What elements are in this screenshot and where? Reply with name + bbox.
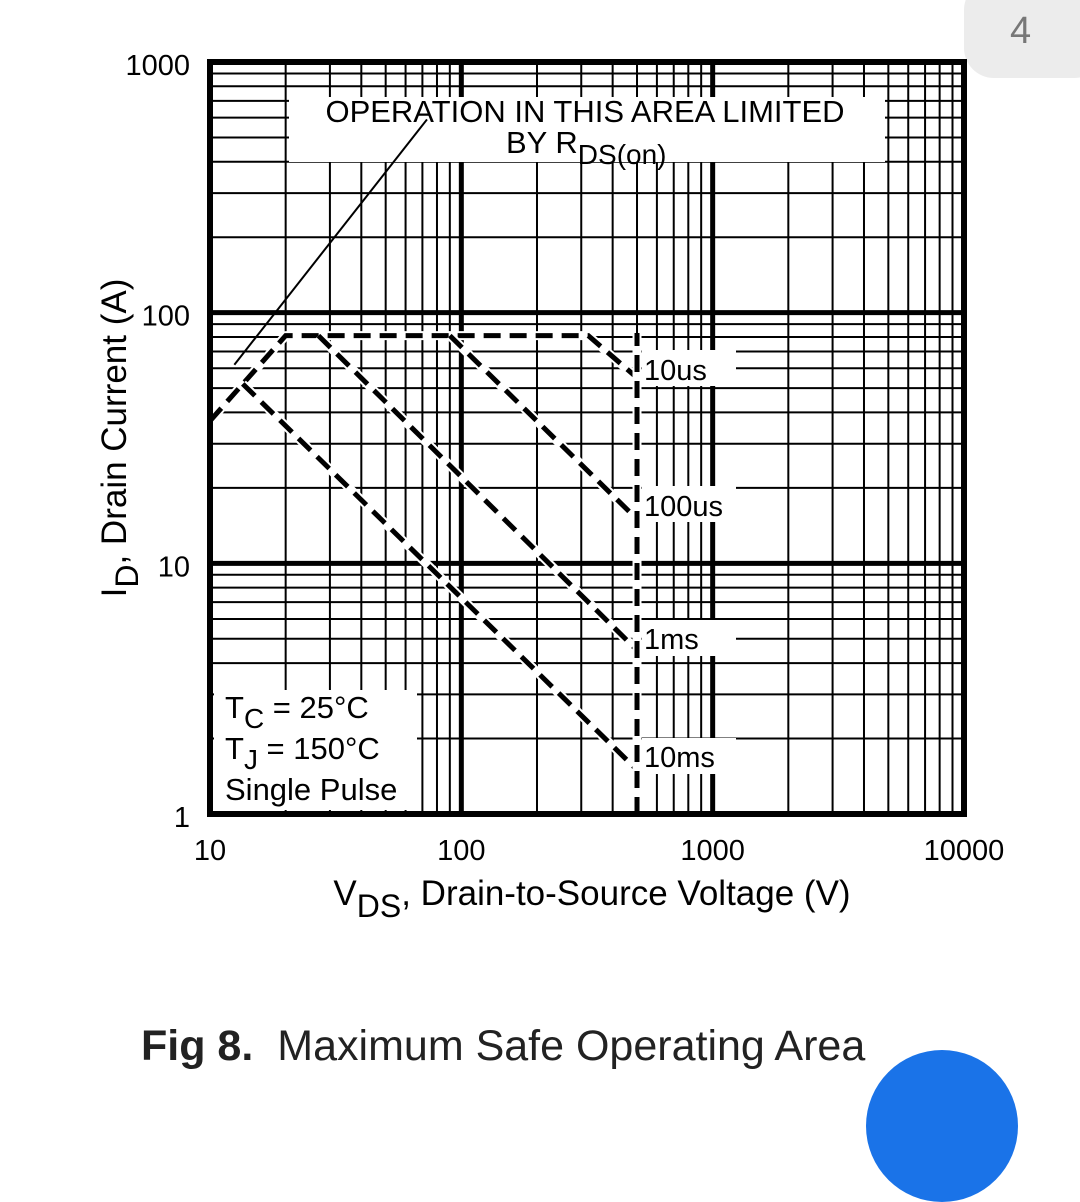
figure-caption bbox=[141, 1022, 865, 1071]
condition-tj: TJ = 150°C bbox=[225, 731, 380, 775]
series-label-10us: 10us bbox=[644, 355, 707, 387]
x-tick-label: 10 bbox=[193, 835, 227, 867]
annotation-line2: BY RDS(on) bbox=[506, 125, 667, 170]
page-number: 4 bbox=[1010, 10, 1032, 52]
x-tick-label: 1000 bbox=[680, 835, 745, 867]
floating-action-button[interactable] bbox=[866, 1050, 1018, 1202]
y-tick-label: 10 bbox=[157, 551, 190, 584]
y-tick-label: 1 bbox=[173, 802, 190, 834]
y-axis-label: ID, Drain Current (A) bbox=[95, 278, 145, 598]
figure-title: Maximum Safe Operating Area bbox=[277, 1022, 866, 1070]
x-axis-label: VDS, Drain-to-Source Voltage (V) bbox=[333, 874, 851, 924]
condition-tc: TC = 25°C bbox=[225, 690, 369, 734]
x-tick-label: 100 bbox=[437, 835, 486, 867]
series-label-10ms: 10ms bbox=[644, 742, 715, 774]
annotation-line1: OPERATION IN THIS AREA LIMITED bbox=[325, 94, 845, 129]
series-label-1ms: 1ms bbox=[644, 624, 699, 656]
series-label-100us: 100us bbox=[644, 491, 724, 523]
series-halo-10us bbox=[210, 333, 637, 421]
y-tick-label: 1000 bbox=[125, 50, 190, 82]
figure-number: Fig 8. bbox=[141, 1022, 254, 1070]
x-tick-label: 10000 bbox=[923, 835, 1005, 867]
condition-pulse: Single Pulse bbox=[225, 772, 398, 807]
y-tick-label: 100 bbox=[141, 300, 190, 333]
